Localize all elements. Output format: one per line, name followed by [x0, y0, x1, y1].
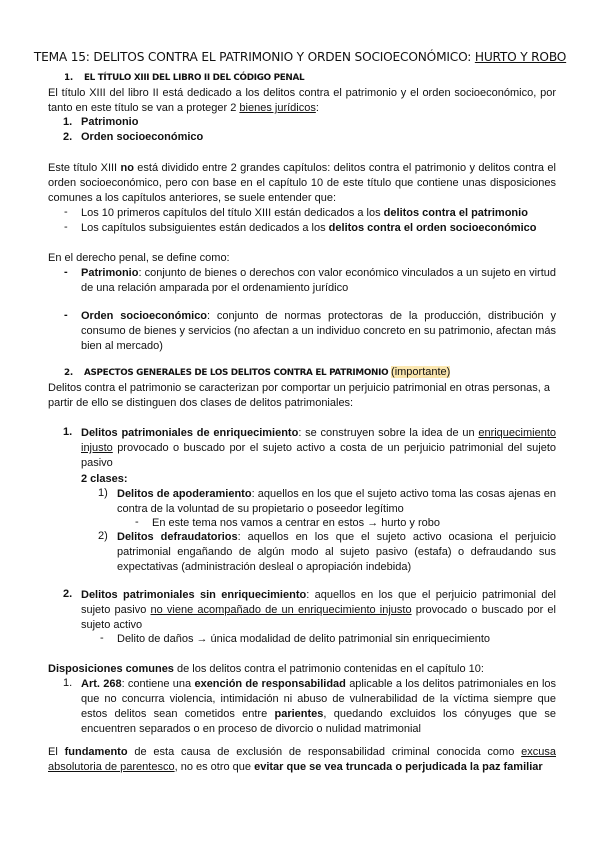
- section2-intro: Delitos contra el patrimonio se caracterizan por comportar un perjuicio patrimonial en otras personas, a partir de ello se distinguen dos clases de delitos patrimoniales:: [48, 382, 550, 409]
- def-orden: [81, 309, 556, 354]
- def-patrimonio-term: Patrimonio: [81, 267, 139, 279]
- disposiciones-text: de los delitos contra el patrimonio contenidas en el capítulo 10:: [173, 663, 484, 675]
- para2-a: Este título XIII: [48, 162, 121, 174]
- page-title: [0, 50, 600, 64]
- sub2-defraudatorios: [117, 530, 556, 575]
- item2-text-a: : aquellos en los que el perjuicio patrimonial del sujeto pasivo: [81, 589, 557, 616]
- bullet-2-bold: delitos contra el orden socioeconómico: [328, 222, 537, 234]
- bien-number-1: 1.: [63, 116, 73, 128]
- item1-text-b: provocado o buscado por el sujeto activo a costa de un perjuicio patrimonial del sujeto pasivo: [81, 442, 556, 469]
- art-label: Art. 268: [81, 678, 122, 690]
- importante-badge: (importante): [391, 366, 451, 378]
- art-268: [81, 677, 556, 737]
- bullet-1-bold: delitos contra el patrimonio: [383, 207, 528, 219]
- def-orden-term: Orden socioeconómico: [81, 310, 208, 322]
- excusa-absolutoria-link: excusa absolutoria de parentesco: [48, 746, 556, 773]
- item2-term: Delitos patrimoniales sin enriquecimiento: [81, 589, 307, 601]
- intro-text: El título XIII del libro II está dedicado a los delitos contra el patrimonio y el orden socioeconómico, por tanto en este título se van a proteger 2: [48, 87, 556, 114]
- sub1-term: Delitos de apoderamiento: [117, 488, 252, 500]
- item1-enriquecimiento: [81, 426, 556, 471]
- item1-text-a: : se construyen sobre la idea de un: [298, 427, 479, 439]
- bullet-dash-1: -: [64, 206, 68, 218]
- dos-clases-label: 2 clases:: [81, 473, 128, 485]
- disposiciones-line: [48, 662, 484, 677]
- section1-para2: [48, 161, 556, 206]
- title-underlined: HURTO Y ROBO: [474, 50, 567, 64]
- fund-a: El: [48, 746, 65, 758]
- fund-paz-familiar: evitar que se vea truncada o perjudicada la paz familiar: [254, 761, 543, 773]
- item1-term: Delitos patrimoniales de enriquecimiento: [81, 427, 299, 439]
- fund-fundamento: fundamento: [64, 746, 128, 758]
- sub2-term: Delitos defraudatorios: [117, 531, 238, 543]
- sub1-text: : aquellos en los que el sujeto activo toma las cosas ajenas en contra de la voluntad de su propietario o poseedor legítimo: [117, 488, 556, 515]
- def-patrimonio-text: : conjunto de bienes o derechos con valor económico vinculados a un sujeto en virtud de una relación amparada por el ordenamiento jurídico: [81, 267, 556, 294]
- section2-heading-text: ASPECTOS GENERALES DE LOS DELITOS CONTRA EL PATRIMONIO: [83, 368, 389, 378]
- sub2-text: : aquellos en los que el sujeto activo ocasiona el perjuicio patrimonial engañando de algún modo al sujeto pasivo (estafa) o defraudando sus expectativas (administración desleal o apropiación indebida): [117, 531, 556, 573]
- section1-heading-text: EL TÍTULO XIII DEL LIBRO II DEL CÓDIGO PENAL: [83, 73, 305, 83]
- bullet-1-text: Los 10 primeros capítulos del título XIII están dedicados a los: [81, 207, 384, 219]
- title-text: TEMA 15: DELITOS CONTRA EL PATRIMONIO Y ORDEN SOCIOECONÓMICO:: [33, 50, 475, 64]
- sub2-number: 2): [98, 530, 108, 542]
- art-text-a: : contiene una: [121, 678, 195, 690]
- section1-number: 1.: [64, 73, 73, 83]
- bullet-dash-2: -: [64, 221, 68, 233]
- art-text-c: , quedando excluidos los cónyuges que se encuentren separados o en proceso de divorcio o nulidad matrimonial: [81, 708, 556, 735]
- item2-text-b: provocado o buscado por el sujeto activo: [81, 604, 556, 631]
- bullet-1: [81, 206, 528, 221]
- section1-intro: [48, 86, 556, 116]
- bien-label-1: Patrimonio: [81, 116, 139, 128]
- item2-sin-enriquecimiento: [81, 588, 556, 633]
- bullet-2-text: Los capítulos subsiguientes están dedicados a los: [81, 222, 329, 234]
- sub1-number: 1): [98, 487, 108, 499]
- bullet-2: [81, 221, 537, 236]
- section1-heading: [64, 73, 304, 83]
- item2-number: 2.: [63, 588, 73, 600]
- def-patrimonio: [81, 266, 556, 296]
- section2-heading: [64, 366, 450, 378]
- bien-label-2: Orden socioeconómico: [81, 131, 204, 143]
- item2-note-dash: -: [100, 632, 104, 644]
- fundamento-para: [48, 745, 556, 775]
- para2-no: no: [120, 162, 134, 174]
- para2-b: está dividido entre 2 grandes capítulos: delitos contra el patrimonio y delitos contra el orden socioeconómico, pero con base en el capítulo 10 de este título que contiene unas disposiciones comunes a los capítulos anteriores, se suele entender que:: [48, 162, 556, 204]
- item1-number: 1.: [63, 426, 73, 438]
- def-orden-text: : conjunto de normas protectoras de la producción, distribución y consumo de bienes y servicios (no afectan a un individuo concreto en su patrimonio, afectan más bien al mercado): [81, 310, 556, 352]
- fund-b: de esta causa de exclusión de responsabilidad criminal conocida como: [127, 746, 522, 758]
- no-enriquecimiento-link: no viene acompañado de un enriquecimiento injusto: [150, 604, 412, 616]
- art-text-b: aplicable a los delitos patrimoniales en los que no concurra violencia, intimidación ni abuso de vulnerabilidad de la víctima siempre que estos delitos sean cometidos entre: [81, 678, 557, 720]
- bienes-juridicos-link: bienes jurídicos: [239, 102, 316, 114]
- enriquecimiento-injusto-link: enriquecimiento injusto: [81, 427, 556, 454]
- item2-note: Delito de daños → única modalidad de delito patrimonial sin enriquecimiento: [117, 633, 490, 645]
- sub1-note: En este tema nos vamos a centrar en estos → hurto y robo: [152, 517, 440, 529]
- def-dash-1: -: [64, 266, 68, 278]
- intro-end: :: [315, 102, 319, 114]
- sub1-apoderamiento: [117, 487, 556, 517]
- derecho-penal-line: En el derecho penal, se define como:: [48, 252, 230, 264]
- disposiciones-bold: Disposiciones comunes: [48, 663, 174, 675]
- section2-number: 2.: [64, 368, 73, 378]
- def-dash-2: -: [64, 309, 68, 321]
- art-number: 1.: [63, 677, 73, 689]
- art-parientes: parientes: [274, 708, 324, 720]
- sub1-note-dash: -: [135, 516, 139, 528]
- art-exencion: exención de responsabilidad: [194, 678, 346, 690]
- fund-c: , no es otro que: [174, 761, 255, 773]
- bien-number-2: 2.: [63, 131, 73, 143]
